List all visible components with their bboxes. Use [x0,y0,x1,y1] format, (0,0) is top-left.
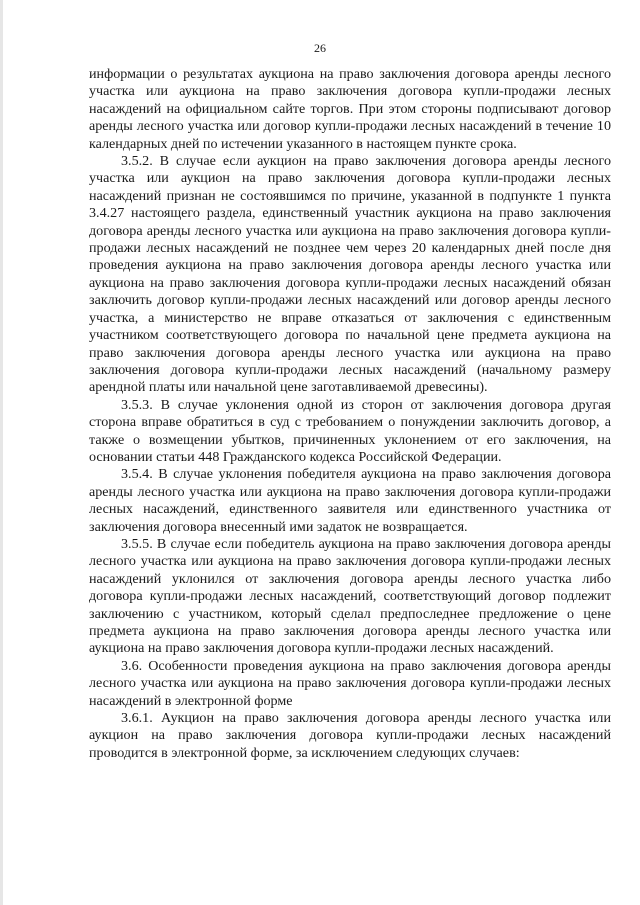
body-text [89,66,611,762]
paragraph-3-5-5: 3.5.5. В случае если победитель аукциона на право заключения договора аренды лесного участка или аукциона на право заключения договора купли-продажи лесных насаждений уклонился от заключения договора аренды лесного участка либо договора купли-продажи лесных насаждений, соответствующий договор подлежит заключению с участником, который сделал предпоследнее предложение о цене предмета аукциона на право заключения договора аренды лесного участка или аукциона на право заключения договора купли-продажи лесных насаждений. [89,535,611,657]
scan-edge [0,0,3,905]
paragraph-3-5-3: 3.5.3. В случае уклонения одной из сторон от заключения договора другая сторона вправе обратиться в суд с требованием о понуждении заключить договор, а также о возмещении убытков, причиненных уклонением от его заключения, на основании статьи 448 Гражданского кодекса Российской Федерации. [89,396,611,465]
paragraph-3-5-4: 3.5.4. В случае уклонения победителя аукциона на право заключения договора аренды лесного участка или аукциона на право заключения договора купли-продажи лесных насаждений, единственного заявителя или единственного участника от заключения договора внесенный ими задаток не возвращается. [89,466,611,535]
paragraph-3-6-1: 3.6.1. Аукцион на право заключения договора аренды лесного участка или аукцион на право заключения договора купли-продажи лесных насаждений проводится в электронной форме, за исключением следующих случаев: [89,710,611,761]
paragraph-continuation: информации о результатах аукциона на право заключения договора аренды лесного участка или аукциона на право заключения договора купли-продажи лесных насаждений на официальном сайте торгов. При этом стороны подписывают договор аренды лесного участка или договор купли-продажи лесных насаждений в течение 10 календарных дней по истечении указанного в настоящем пункте срока. [89,66,611,152]
section-heading-3-6: 3.6. Особенности проведения аукциона на право заключения договора аренды лесного участка или аукциона на право заключения договора купли-продажи лесных насаждений в электронной форме [89,657,611,709]
page-number: 26 [314,41,326,55]
paragraph-3-5-2: 3.5.2. В случае если аукцион на право заключения договора аренды лесного участка или аукцион на право заключения договора купли-продажи лесных насаждений признан не состоявшимся по причине, указанной в подпункте 1 пункта 3.4.27 настоящего раздела, единственный участник аукциона на право заключения договора аренды лесного участка или аукциона на право заключения договора купли-продажи лесных насаждений не позднее чем через 20 календарных дней после дня проведения аукциона на право заключения договора аренды лесного участка или аукциона на право заключения договора купли-продажи лесных насаждений обязан заключить договор купли-продажи лесных насаждений или договор аренды лесного участка, а министерство не вправе отказаться от заключения с единственным участником соответствующего договора по начальной цене предмета аукциона на право заключения договора аренды лесного участка или аукциона на право заключения договора купли-продажи лесных насаждений (начальному размеру арендной платы или начальной цене заготавливаемой древесины). [89,153,611,396]
